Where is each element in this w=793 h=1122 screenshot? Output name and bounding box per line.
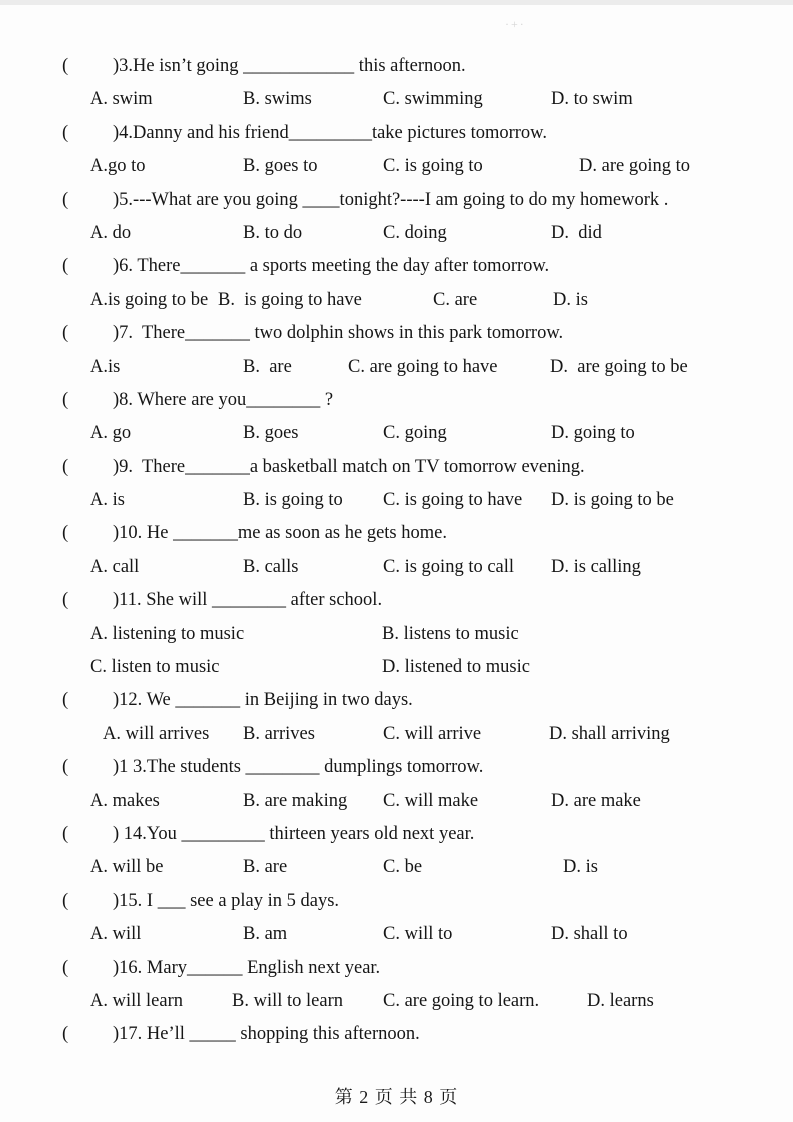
question-stem: )6. There_______ a sports meeting the day after tomorrow. xyxy=(113,256,550,277)
question-line xyxy=(0,818,793,851)
options-row xyxy=(0,851,793,884)
question-stem: )5.---What are you going ____tonight?----I am going to do my homework . xyxy=(113,189,669,210)
option: D. are going to xyxy=(579,156,690,177)
answer-bracket: ( xyxy=(62,757,69,778)
option: B. calls xyxy=(243,556,299,577)
option: D. learns xyxy=(587,990,654,1011)
option: D. shall arriving xyxy=(549,723,670,744)
option: A. go xyxy=(90,423,132,444)
option: A. will be xyxy=(90,857,164,878)
options-row xyxy=(0,551,793,584)
option: A. do xyxy=(90,222,132,243)
option: D. is going to be xyxy=(551,490,674,511)
option: C. are going to learn. xyxy=(383,990,540,1011)
question-stem: )15. I ___ see a play in 5 days. xyxy=(113,890,340,911)
question-line xyxy=(0,517,793,550)
option: A. will xyxy=(90,924,142,945)
scan-artifact: ·+· xyxy=(505,17,526,31)
answer-bracket: ( xyxy=(62,389,69,410)
option: B. goes to xyxy=(243,156,318,177)
option: C. is going to xyxy=(383,156,483,177)
option: A. will learn xyxy=(90,990,183,1011)
answer-bracket: ( xyxy=(62,1024,69,1045)
option: C. will make xyxy=(383,790,479,811)
option: B. is going to have xyxy=(218,289,362,310)
option: D. is xyxy=(553,289,588,310)
question-stem: )7. There_______ two dolphin shows in this park tomorrow. xyxy=(113,323,564,344)
option: B. goes xyxy=(243,423,299,444)
option: C. will arrive xyxy=(383,723,482,744)
option: C. are going to have xyxy=(348,356,498,377)
option: D. are make xyxy=(551,790,641,811)
answer-bracket: ( xyxy=(62,456,69,477)
question-line xyxy=(0,117,793,150)
question-stem: )1 3.The students ________ dumplings tomorrow. xyxy=(113,757,484,778)
options-row xyxy=(0,918,793,951)
options-row xyxy=(0,217,793,250)
option: B. arrives xyxy=(243,723,315,744)
answer-bracket: ( xyxy=(62,690,69,711)
option: A.is going to be xyxy=(90,289,209,310)
options-row xyxy=(0,651,793,684)
option: B. listens to music xyxy=(382,623,519,644)
question-stem: )9. There_______a basketball match on TV tomorrow evening. xyxy=(113,456,585,477)
option: B. are making xyxy=(243,790,348,811)
option: C. swimming xyxy=(383,89,483,110)
option: A. listening to music xyxy=(90,623,245,644)
question-stem: )17. He’ll _____ shopping this afternoon. xyxy=(113,1024,420,1045)
option: A. makes xyxy=(90,790,160,811)
question-line xyxy=(0,751,793,784)
option: D. to swim xyxy=(551,89,633,110)
answer-bracket: ( xyxy=(62,590,69,611)
option: A. swim xyxy=(90,89,153,110)
option: D. is xyxy=(563,857,598,878)
answer-bracket: ( xyxy=(62,957,69,978)
question-stem: )3.He isn’t going ____________ this afternoon. xyxy=(113,56,466,76)
question-line xyxy=(0,1018,793,1051)
options-row xyxy=(0,718,793,751)
answer-bracket: ( xyxy=(62,523,69,544)
option: D. going to xyxy=(551,423,635,444)
page-footer: 第 2 页 共 8 页 xyxy=(334,1087,459,1107)
option: B. is going to xyxy=(243,490,343,511)
option: B. to do xyxy=(243,222,303,243)
options-row xyxy=(0,785,793,818)
option: C. going xyxy=(383,423,447,444)
question-stem: )11. She will ________ after school. xyxy=(113,590,383,611)
options-row xyxy=(0,284,793,317)
question-line xyxy=(0,250,793,283)
answer-bracket: ( xyxy=(62,323,69,344)
option: A.is xyxy=(90,356,121,377)
options-row xyxy=(0,484,793,517)
answer-bracket: ( xyxy=(62,56,69,76)
question-line xyxy=(0,451,793,484)
option: B. swims xyxy=(243,89,312,110)
question-stem: ) 14.You _________ thirteen years old next year. xyxy=(113,823,475,844)
question-line xyxy=(0,584,793,617)
option: D. did xyxy=(551,222,602,243)
answer-bracket: ( xyxy=(62,256,69,277)
question-stem: )16. Mary______ English next year. xyxy=(113,957,381,978)
option: B. am xyxy=(243,924,288,945)
options-row xyxy=(0,351,793,384)
question-line xyxy=(0,952,793,985)
question-line xyxy=(0,50,793,83)
question-stem: )8. Where are you________ ? xyxy=(113,389,334,410)
question-line xyxy=(0,684,793,717)
answer-bracket: ( xyxy=(62,122,69,143)
question-line xyxy=(0,384,793,417)
option: A.go to xyxy=(90,156,146,177)
option: B. are xyxy=(243,356,292,377)
question-line xyxy=(0,885,793,918)
option: D. are going to be xyxy=(550,356,688,377)
option: D. is calling xyxy=(551,556,641,577)
options-row xyxy=(0,83,793,116)
question-line xyxy=(0,184,793,217)
option: B. are xyxy=(243,857,288,878)
answer-bracket: ( xyxy=(62,189,69,210)
answer-bracket: ( xyxy=(62,823,69,844)
options-row xyxy=(0,985,793,1018)
options-row xyxy=(0,618,793,651)
option: C. will to xyxy=(383,924,453,945)
question-stem: )10. He _______me as soon as he gets home. xyxy=(113,523,447,544)
question-stem: )4.Danny and his friend_________take pictures tomorrow. xyxy=(113,122,547,143)
option: D. listened to music xyxy=(382,657,530,678)
option: A. will arrives xyxy=(103,723,210,744)
scan-edge-strip xyxy=(0,0,793,5)
options-row xyxy=(0,417,793,450)
question-list xyxy=(0,50,793,1052)
option: B. will to learn xyxy=(232,990,343,1011)
question-line xyxy=(0,317,793,350)
option: C. are xyxy=(433,289,478,310)
option: C. is going to have xyxy=(383,490,523,511)
option: C. is going to call xyxy=(383,556,515,577)
question-stem: )12. We _______ in Beijing in two days. xyxy=(113,690,413,711)
option: A. is xyxy=(90,490,125,511)
option: A. call xyxy=(90,556,140,577)
option: C. be xyxy=(383,857,423,878)
option: C. listen to music xyxy=(90,657,220,678)
option: D. shall to xyxy=(551,924,628,945)
option: C. doing xyxy=(383,222,447,243)
answer-bracket: ( xyxy=(62,890,69,911)
options-row xyxy=(0,150,793,183)
